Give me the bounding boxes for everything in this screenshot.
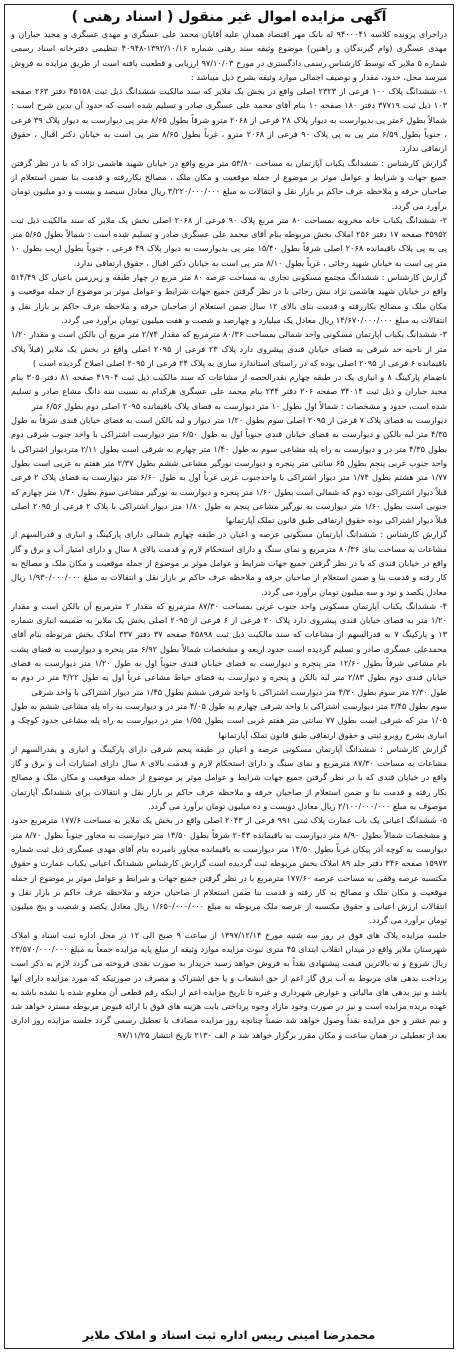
- notice-paragraph: گزارش کارشناس : ششدانگ یکباب آپارتمان به مساحت ۵۳/۸۰ متر مربع واقع در خیابان شهید هاشمی نژاد که با در نظر گرفتن جمیع جهات و شرایط و عوامل موثر بر موضوع از جمله موقعیت و مکان ملک ، مصالح بکاررفته و قدمت بنا ضمن استعلام از صاحبان حرفه و ملاحظه عرف حاکم بر بازار نقل و انتقالات به مبلغ ۳/۲۲۰/۰۰۰/۰۰۰ ریال معادل سیصد و بیست و دو میلیون تومان برآورد می گردد.: [11, 157, 447, 211]
- notice-paragraph: گزارش کارشناس : ششدانگ آپارتمان مسکونی عرصه و اعیان در طبقه پنجم شرقی دارای پارکینگ و انباری و بقدرالسهم از مشاعات به مساحت ۸۷/۳۰ مترمربع و نمای سنگ و دارای استحکام لازم و قدمت بالای ۸ سال دارای امتیازات آب و برق و گاز واقع در خیابان قندی که با در نظر گرفتن جمیع جهات شرایط و عوامل موثر بر موضوع از جمله موقعیت و مکان ملک و مصالح بکار رفته و قدمت بنا و ضمن استعلام از صاحبان حرفه و ملاحظه عرف حاکم بر بازار نقل و انتقالات برای ششدانگ آپارتمان موصوف به مبلغ ۲/۱۰۰/۰۰۰/۰۰۰ ریال معادل دویست و ده میلیون تومان برآورد می گردد.: [11, 743, 447, 812]
- notice-paragraph: ۴- ششدانگ یکباب آپارتمان مسکونی واحد جنوب غربی بمساحت ۸۷/۳۰ مترمربع که مقدار ۲ مترمربع آن بالکن است و مقدار ۱/۲۰ متر به فضای خیابان قندی پیشروی دارد پلاک ۲۰ فرعی از ۶ فرعی از ۲۰۹۵ اصلی بخش یک ملایر به ضمیمه انباری شماره ۱۳ و پارکینگ ۷ به قدرالسهم از مشاعات که سند مالکیت ذیل ثبت ۴۵۸۹۸ صفحه ۳۷ دفتر ۳۳۷ املاک بخش مربوطه بنام آقای محمدعلی عسگری صادر و تسلیم گردیده است حدود اربعه و مشخصات شمالاً بطول ۶/۹۲ متر پنجره و دیوارست به فضای پشت بام مشاعی شرقاً بطول ۱۲/۶۰ متر پنجره و دیوارست به فضای خیابان قندی جنوباً اول به طول ۱/۲۰ متر دیوارست به فضای خیابان قندی دوم بطول ۲/۸۳ متر لبه بالکن و پنجره و دیوارست به فضای حیاط مشاعی غرباً اول به طول ۴/۲۲ متر در دوم به طول ۲/۳۰ متر سوم بطول ۴/۳۰ متر دیوارست اشتراکی با واحد شرقی ششم بطول ۱/۴۵ متر دیوار اشتراکی با واحد شرقی: [11, 600, 447, 697]
- notice-paragraph: ۳- ششدانگ یکباب آپارتمان مسکونی واحد شمالی بمساحت ۸۰/۳۶ مترمربع که مقدار ۲/۷۴ متر مربع آن بالکن است و مقدار ۱/۲۰ متر از ناحیه حد شرقی به فضای خیابان قندی پیشروی دارد پلاک ۲۳ فرعی از ۲۰۹۵ اصلی واقع در بخش یک ملایر (قبلاً پلاک باقیمانده ۶ فرعی از ۲۰۹۵ اصلی بوده که در راستای استاندارد سازی به پلاک ۲۴ فرعی از ۲۰۹۵ اصلی اصلاح گردیده است ): [11, 329, 447, 368]
- notice-signature: محمدرضا امینی رییس اداره ثبت اسناد و املاک ملایر: [82, 1328, 376, 1342]
- notice-paragraph: ۵- ششدانگ اعیانی یک باب عمارت پلاک ثبتی ۹۹۱ فرعی از ۲۰۴۳ اصلی واقع در بخش یک ملایر به مساحت ۱۷۷/۶ مترمربع حدود و مشخصات شمالاً بطول ۸/۹۰ متر دیوارست به باقیمانده ۲۰۴۳ شرقاً بطول ۱۴/۵۰ متر دیوارست به مجاور جنوباً بطول ۸/۷۰ متر دیوارست به کوچه آذر پیکان غرباً بطول ۱۴/۵۰ متر دیوارست به باقیمانده مجاور نامبرده بنام آقای مهدی عسگری ذیل ثبت شماره ۱۵۹۷۳ صفحه ۳۴۶ دفتر جلد ۸۹ املاک بخش مربوطه ثبت گردیده است گزارش کارشناس ششدانگ اعیانی یکباب عمارت و حقوق مکتسبه عرصه وقفی به مساحت عرصه ۱۷۷/۶۰ مترمربع با در نظر گرفتن جمیع جهات و شرایط و عوامل موثر بر موضوع از جمله موقعیت و مکان ملک و مصالح به کار رفته و قدمت بنا ضمن استعلام از صاحبان حرفه و ملاحظه عرف حاکم بر بازار نقل و انتقالات ارزش اعیانی و حقوق مکتسبه از عرصه ملک مربوطه به مبلغ ۱/۶۵۰/۰۰۰/۰۰۰ ریال معادل یکصد و شصت و پنج میلیون تومان برآورد می گردد.: [11, 815, 447, 926]
- notice-paragraph: سوم بطول ۳/۴۵ متر دیوارست اشتراکی با واحد شرقی چهارم به طول ۴/۰۵ متر در و دیوارست به راه پله مشاعی ششم به طول ۱/۰۵ متر که شرقی است بطول ۷۷ سانتی متر هفتم غربی است بطول ۱/۵۵ متر در دیوارست به راه پله مشاعی حدود کوچک و انباری بشرح روبرو ثبتی و حقوق ارتفاقی طبق قانون تملک آپارتمانها: [11, 700, 447, 740]
- notice-paragraph: جلسه مزایده پلاک های فوق در روز سه شنبه مورخ ۱۳۹۷/۱۲/۱۴ از ساعت ۹ صبح الی ۱۲ در محل اداره ثبت اسناد و املاک شهرستان ملایر واقع در میدان انقلاب ابتدای ۴۵ متری نبوت مزایده موارد وثیقه از مبلغ پایه مزایده جمعاً به مبلغ ۲۳/۵۷۰/۰۰۰/۰۰۰ ریال شروع و به بالاترین قیمت پیشنهادی نقداً به فروش خواهد رسید خریدار به صورت نقدی فروخته می گردد لازم به ذکر است پرداخت بدهی های مربوط به آب برق گاز اعم از حق انشعاب و یا حق اشتراک و مصرف در صورتیکه که مورد مزایده دارای آنها باشد و نیز بدهی های مالیاتی و عوارض شهرداری و غیره تا تاریخ مزایده اعم از اینکه رقم قطعی آن معلوم شده یا نشده باشد به عهده برنده مزایده است و نیز در صورت وجود مازاد وجوه پرداختی بابت هزینه های فوق با ارائه قبوض مربوطه مسترد خواهد شد و نیم عشر و حق مزایده نقداً وصول خواهد شد ضمناً چنانچه روز مزایده مصادف با تعطیل رسمی گردد جلسه مزایده روز اداری بعد از تعطیلی در همان ساعت و مکان مقرر برگزار خواهد شد م الف ۲۱۳۰ تاریخ انتشار ۹۷/۱۱/۲۵: [11, 929, 447, 1040]
- notice-paragraph: باضمام پارکینگ ۸ و انباری یک در طبقه چهارم بقدرالحصه از مشاعات که سند مالکیت ذیل ثبت ۴۱۹۰۴ صفحه ۸۱ دفتر ۳۰۵ بنام مجید جباران و ذیل ثبت ۳۴۰۱۴ صفحه ۲۰۶ دفتر ۲۳۴ بنام محمد علی عسگری هرکدام به نسبت سه دانگ مشاع صادر و تسلیم شده است، حدود و مشخصات : شمالاً اول بطول ۱۰ متر دیوارست به فضای پلاک باقیمانده ۲۰۹۵ اصلی دوم بطول ۶/۵۶ متر: [11, 372, 447, 411]
- notice-paragraph: دیوارست به فضای پلاک ۷ فرعی از ۲۰۹۵ اصلی سوم بطول ۱/۲۰ متر دیوار و لبه بالکن است به فضای خیابان قندی شرقاً به طول ۴/۳۵ متر لبه بالکن و دیوارست به فضای خیابان قندی جنوباً اول به طول ۶/۵۰ متر دیوارست اشتراکی با واحد جنوب شرقی دوم بطول ۴/۳۵ متر در و دیوارست به راه پله مشاعی سوم به طول ۱/۴۰ متر چهارم به شرقی است بطول ۲/۱۱ متردیوار اشتراکی با واحد جنوب غربی پنجم بطول ۶۵ سانتی متر پنجره و دیوارست نورگیر مشاعی ششم بطول ۲/۳۷ متر هفتم به غربی است بطول ۱/۷۷ متر هشتم بطول ۱/۷۴ متر دیوار اشتراکی با واحدجنوب غربی غرباً اول به طول ۶/۶۰ متر دیوارست به فضای پلاک ۲ فرعی قبلاً دیوار اشتراکی بوده دوم که شمالی است بطول ۱/۶۰ متر پنجره و دیوارست به نورگیر مشاعی سوم بطول ۱/۴۰ متر چهارم که جنوبی است بطول ۱/۶۰ متر دیوارست به نورگیر مشاعی پنجم به طول ۱/۸۰ متر دیوار اشتراکی با پلاک ۲ فرعی از ۲۰۹۵ اصلی قبلاً دیوار اشتراکی بوده حقوق ارتفاقی طبق قانون تملک آپارتمانها: [11, 415, 447, 526]
- notice-paragraph: ۱- ششدانگ پلاک ۱۰۰ فرعی از ۲۳۲۳ اصلی واقع در بخش یک ملایر که سند مالکیت ششدانگ ذیل ثبت ۴۵۱۵۸ دفتر ۲۶۳ صفحه ۱۰۳ ذیل ثبت ۳۷۷۱۹ دفتر ۱۸۰ صفحه ۱۰ بنام آقای محمد علی عسگری صادر و تسلیم شده است که حدود آن بدین شرح است : شمالاً بطول ۶متر پی بدیوارست به دیوار پلاک ۲۸ فرعی از ۲۰۶۸ مترو شرقاً بطول ۸/۶۵ متر پی دیوارست به دیوار پلاک ۳۹ فرعی ، جنوباً بطول ۶/۵۹ متر پی به پی پلاک ۹۰ فرعی از ۲۰۶۸ مترو ، غرباً بطول ۸/۶۵ متر پی است به خیابان دکتر اقبال ، حقوق ارتفاقی ندارد.: [11, 86, 447, 154]
- notice-paragraph: گزارش کارشناس : ششدانگ آپارتمان مسکونی عرصه و اعیان در طبقه چهارم شمالی دارای پارکینگ و انباری و قدرالسهم از مشاعات به مساحت بنای ۸۰/۳۶ مترمربع و نمای سنگ و دارای استحکام لازم و قدمت بالای ۸ سال و دارای امتیاز آب و برق و گاز واقع در خیابان قندی که با در نظر گرفتن جمیع جهات شرایط و عوامل موثر بر موضوع از جمله موقعیت و مکان ملک و مصالح به کار رفته و قدمت بنا و ضمن استعلام از صاحبان حرفه و ملاحظه عرف حاکم بر بازار نقل و انتقالات به مبلغ ۱/۹۳۰/۰۰۰/۰۰۰ ریال معادل یکصد و نود و سه میلیون تومان برآورد می گردد.: [11, 529, 447, 597]
- notice-paragraph: گزارش کارشناس : ششدانگ مجتمع مسکونی تجاری به مساحت عرصه ۸۰ متر مربع در چهار طبقه و زیرزمین باعیان کل ۵۱۴/۴۹ واقع در خیابان شهید هاشمی نژاد نبش رجائی با در نظر گرفتن جمیع جهات شرایط و عوامل موثر بر موضوع از جمله موقعیت و مکان ملک و مصالح بکاررفته و قدمت بنای بالای ۱۲ سال ضمن استعلام از صاحبان حرفه و ملاحظه عرف حاکم بر بازار نقل و انتقالات به مبلغ ۱۴/۶۷۰/۰۰۰/۰۰۰ ریال معادل یک میلیارد و چهارصد و شصت و هفت میلیون تومان برآورد می گردد.: [11, 272, 447, 325]
- notice-paragraph: ۲- ششدانگ یکباب خانه مخروبه بمساحت ۸۰ متر مربع پلاک ۹۰ فرعی از ۲۰۶۸ اصلی بخش یک ملایر که سند مالکیت ذیل ثبت ۳۵۹۵۲ صفحه ۱۷ دفتر ۲۵۶ املاک بخش مربوطه بنام آقای محمد علی عسگری صادر و تسلیم شده است : شمالاً بطول ۵/۶۵ متر پی به پی پلاک باقیمانده ۲۰۶۸ اصلی شرقاً بطول ۱۵/۴۰ متر پی بدیوارست به دیوار پلاک ۴۹ فرعی ، جنوباً بطول اریب بطول ۱۰ متر پی است به خیابان شهید رجائی ، غرباً بطول ۸/۱۰ متر پی است به خیابان دکتر اقبال ، حقوق ارتفاقی ندارد.: [11, 214, 447, 268]
- notice-body: [11, 27, 447, 1309]
- auction-notice: [4, 4, 454, 1349]
- notice-title: آگهی مزایده اموال غیر منقول ( اسناد رهنی ): [71, 9, 387, 25]
- notice-paragraph: دراجرای پرونده کلاسه ۹۴۰۰۰۴۱ له بانک مهر اقتصاد همدان علیه آقایان محمد علی عسگری و مهدی عسگری و مجید جباران و مهدی عسگری (وام گیرندگان و راهنین) موضوع وثیقه سند رهنی شماره ۱۳۹۲/۱۰/۱۶-۴۰۹۴۸ تنظیمی دفترخانه اسناد رسمی شماره ۵ ملایر که توسط کارشناس رسمی دادگستری در مورخ ۹۷/۱۰/۰۳ ارزیابی و قطعیت یافته است از طریق مزایده به فروش میرسد محل، حدود، مقدار و توصیف اجمالی موارد وثیقه بشرح ذیل میباشد :: [11, 29, 447, 82]
